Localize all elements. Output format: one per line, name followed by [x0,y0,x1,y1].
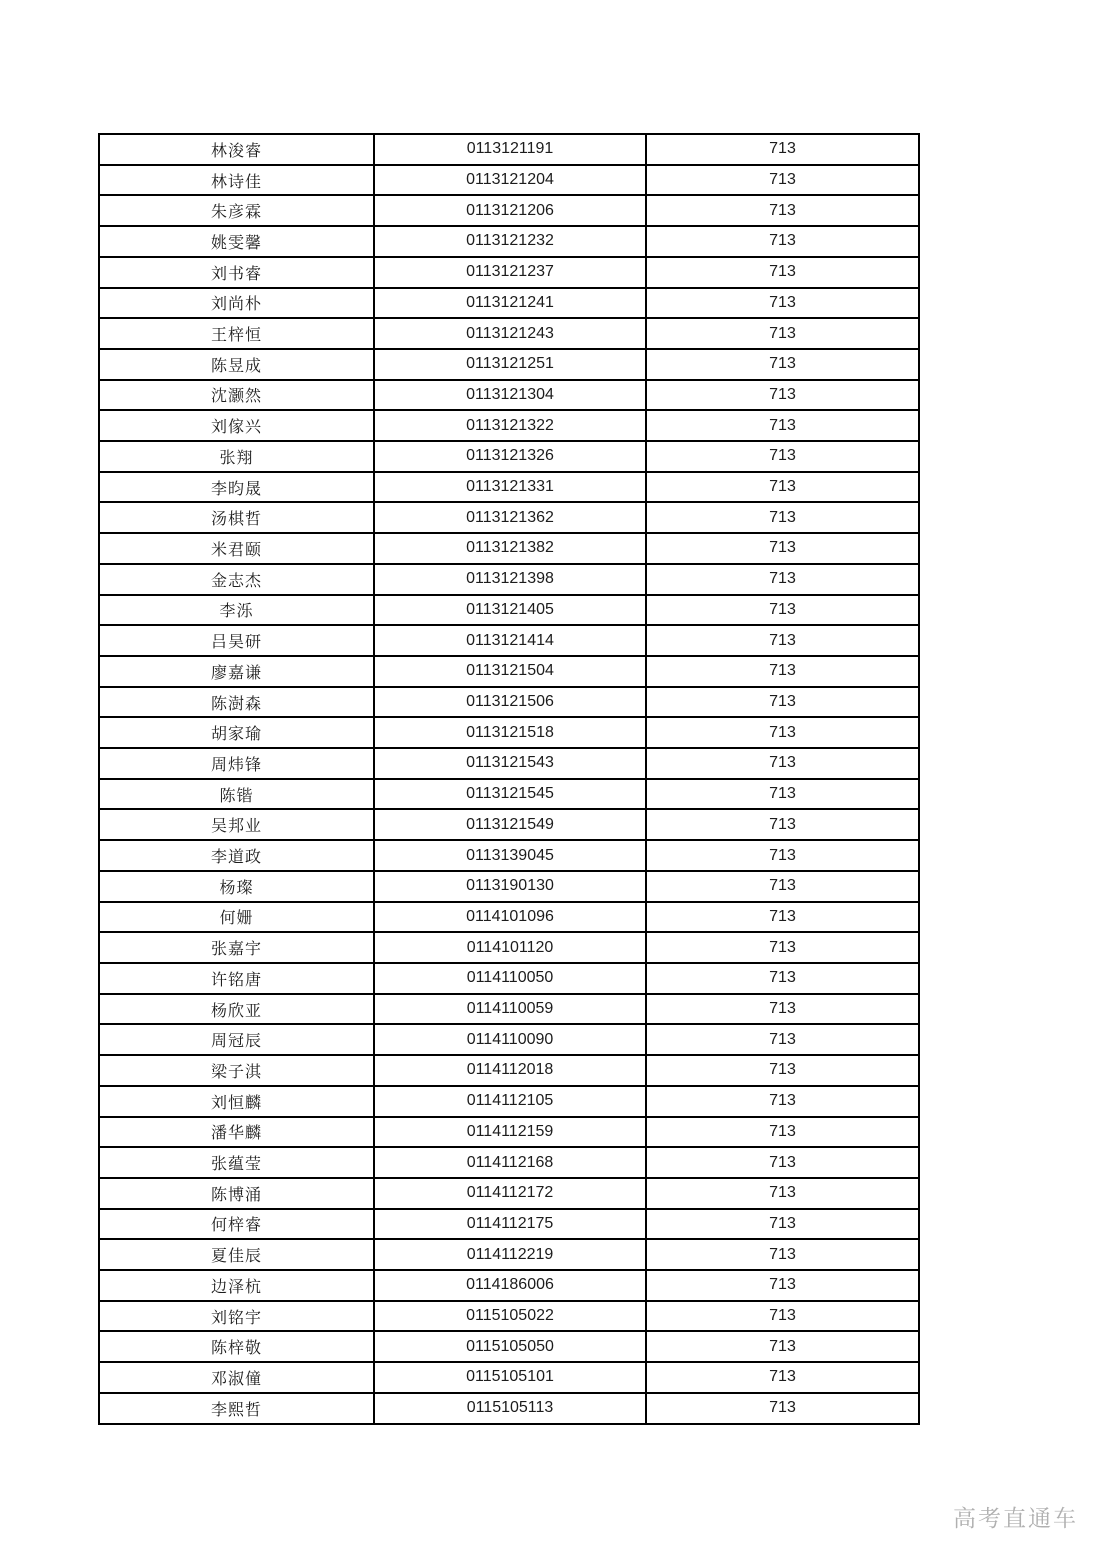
student-name-cell: 陈梓敬 [99,1331,374,1362]
score-cell: 713 [646,840,919,871]
student-name-cell: 刘傢兴 [99,410,374,441]
table-row [99,134,919,165]
table-row [99,1117,919,1148]
table-row [99,963,919,994]
score-cell: 713 [646,871,919,902]
student-name-cell: 张蕴莹 [99,1147,374,1178]
table-row [99,625,919,656]
student-name-cell: 汤棋哲 [99,502,374,533]
score-cell: 713 [646,380,919,411]
score-cell: 713 [646,1055,919,1086]
watermark-text: 高考直通车 [953,1505,1078,1531]
table-row [99,687,919,718]
table-row [99,779,919,810]
exam-number-cell: 0114112105 [374,1086,646,1117]
exam-number-cell: 0113121398 [374,564,646,595]
table-row [99,257,919,288]
student-name-cell: 张嘉宇 [99,932,374,963]
score-cell: 713 [646,257,919,288]
student-name-cell: 沈灏然 [99,380,374,411]
student-name-cell: 潘华麟 [99,1117,374,1148]
student-name-cell: 林诗佳 [99,165,374,196]
score-cell: 713 [646,318,919,349]
student-name-cell: 杨欣亚 [99,994,374,1025]
exam-number-cell: 0113121362 [374,502,646,533]
table-row [99,1024,919,1055]
student-name-cell: 边泽杭 [99,1270,374,1301]
table-row [99,1393,919,1424]
table-row [99,380,919,411]
table-row [99,840,919,871]
exam-number-cell: 0113121232 [374,226,646,257]
score-cell: 713 [646,410,919,441]
student-name-cell: 刘铭宇 [99,1301,374,1332]
score-cell: 713 [646,809,919,840]
student-name-cell: 陈昱成 [99,349,374,380]
exam-number-cell: 0113121543 [374,748,646,779]
student-name-cell: 廖嘉谦 [99,656,374,687]
student-name-cell: 刘恒麟 [99,1086,374,1117]
table-row [99,1331,919,1362]
exam-number-cell: 0114110050 [374,963,646,994]
score-cell: 713 [646,994,919,1025]
table-row [99,1147,919,1178]
table-row [99,564,919,595]
student-name-cell: 陈澍森 [99,687,374,718]
score-cell: 713 [646,288,919,319]
exam-number-cell: 0113121304 [374,380,646,411]
table-row [99,472,919,503]
score-cell: 713 [646,349,919,380]
exam-number-cell: 0114101096 [374,902,646,933]
table-row [99,717,919,748]
student-name-cell: 周冠辰 [99,1024,374,1055]
score-cell: 713 [646,472,919,503]
table-row [99,1270,919,1301]
score-cell: 713 [646,1178,919,1209]
exam-number-cell: 0114112018 [374,1055,646,1086]
score-cell: 713 [646,748,919,779]
exam-number-cell: 0113121326 [374,441,646,472]
exam-number-cell: 0115105101 [374,1362,646,1393]
exam-number-cell: 0114110090 [374,1024,646,1055]
student-name-cell: 王梓恒 [99,318,374,349]
exam-number-cell: 0113121251 [374,349,646,380]
exam-number-cell: 0115105050 [374,1331,646,1362]
table-row [99,318,919,349]
student-name-cell: 李昀晟 [99,472,374,503]
table-row [99,165,919,196]
table-row [99,226,919,257]
table-row [99,502,919,533]
student-name-cell: 杨璨 [99,871,374,902]
table-row [99,871,919,902]
student-name-cell: 林浚睿 [99,134,374,165]
score-cell: 713 [646,779,919,810]
student-name-cell: 陈博涌 [99,1178,374,1209]
exam-number-cell: 0113121405 [374,595,646,626]
exam-number-cell: 0113190130 [374,871,646,902]
exam-number-cell: 0115105113 [374,1393,646,1424]
table-row [99,994,919,1025]
table-row [99,932,919,963]
student-name-cell: 胡家瑜 [99,717,374,748]
exam-number-cell: 0113121237 [374,257,646,288]
table-row [99,595,919,626]
score-cell: 713 [646,1147,919,1178]
score-cell: 713 [646,656,919,687]
student-name-cell: 李泺 [99,595,374,626]
student-name-cell: 朱彦霖 [99,195,374,226]
score-cell: 713 [646,687,919,718]
table-row [99,1209,919,1240]
student-name-cell: 李道政 [99,840,374,871]
exam-number-cell: 0114110059 [374,994,646,1025]
score-cell: 713 [646,1209,919,1240]
table-row [99,195,919,226]
student-name-cell: 陈锴 [99,779,374,810]
score-cell: 713 [646,1331,919,1362]
student-name-cell: 周炜锋 [99,748,374,779]
student-name-cell: 吕昊研 [99,625,374,656]
table-row [99,748,919,779]
score-cell: 713 [646,963,919,994]
table-row [99,1178,919,1209]
student-name-cell: 邓淑僮 [99,1362,374,1393]
score-cell: 713 [646,1024,919,1055]
table-row [99,656,919,687]
score-cell: 713 [646,165,919,196]
student-name-cell: 李熙哲 [99,1393,374,1424]
exam-number-cell: 0113121414 [374,625,646,656]
score-cell: 713 [646,902,919,933]
exam-number-cell: 0113139045 [374,840,646,871]
student-name-cell: 刘尚朴 [99,288,374,319]
score-cell: 713 [646,717,919,748]
student-name-cell: 夏佳辰 [99,1239,374,1270]
score-cell: 713 [646,134,919,165]
table-row [99,809,919,840]
student-name-cell: 许铭唐 [99,963,374,994]
student-name-cell: 何梓睿 [99,1209,374,1240]
score-table [98,133,920,1425]
student-name-cell: 张翔 [99,441,374,472]
exam-number-cell: 0113121243 [374,318,646,349]
exam-number-cell: 0114112172 [374,1178,646,1209]
score-cell: 713 [646,1117,919,1148]
score-cell: 713 [646,625,919,656]
score-cell: 713 [646,1362,919,1393]
table-row [99,1239,919,1270]
table-row [99,1362,919,1393]
student-name-cell: 金志杰 [99,564,374,595]
student-name-cell: 吴邦业 [99,809,374,840]
table-row [99,410,919,441]
student-name-cell: 米君颐 [99,533,374,564]
student-name-cell: 姚雯馨 [99,226,374,257]
exam-number-cell: 0113121382 [374,533,646,564]
exam-number-cell: 0113121191 [374,134,646,165]
score-cell: 713 [646,564,919,595]
score-cell: 713 [646,932,919,963]
exam-number-cell: 0113121204 [374,165,646,196]
exam-number-cell: 0114112159 [374,1117,646,1148]
table-row [99,349,919,380]
table-row [99,1086,919,1117]
table-row [99,441,919,472]
score-cell: 713 [646,226,919,257]
exam-number-cell: 0114112219 [374,1239,646,1270]
exam-number-cell: 0113121322 [374,410,646,441]
score-cell: 713 [646,1086,919,1117]
exam-number-cell: 0113121506 [374,687,646,718]
table-row [99,288,919,319]
score-cell: 713 [646,1270,919,1301]
exam-number-cell: 0114101120 [374,932,646,963]
table-row [99,902,919,933]
score-cell: 713 [646,533,919,564]
score-table-body [99,134,919,1424]
exam-number-cell: 0113121545 [374,779,646,810]
exam-number-cell: 0113121206 [374,195,646,226]
exam-number-cell: 0115105022 [374,1301,646,1332]
student-name-cell: 梁子淇 [99,1055,374,1086]
score-cell: 713 [646,195,919,226]
table-row [99,1055,919,1086]
table-row [99,1301,919,1332]
exam-number-cell: 0114186006 [374,1270,646,1301]
table-row [99,533,919,564]
exam-number-cell: 0113121518 [374,717,646,748]
score-cell: 713 [646,441,919,472]
score-cell: 713 [646,1301,919,1332]
student-name-cell: 何姗 [99,902,374,933]
student-name-cell: 刘书睿 [99,257,374,288]
exam-number-cell: 0113121504 [374,656,646,687]
score-cell: 713 [646,595,919,626]
score-cell: 713 [646,1239,919,1270]
exam-number-cell: 0113121549 [374,809,646,840]
exam-number-cell: 0114112168 [374,1147,646,1178]
exam-number-cell: 0113121331 [374,472,646,503]
exam-number-cell: 0114112175 [374,1209,646,1240]
exam-number-cell: 0113121241 [374,288,646,319]
score-cell: 713 [646,1393,919,1424]
score-cell: 713 [646,502,919,533]
